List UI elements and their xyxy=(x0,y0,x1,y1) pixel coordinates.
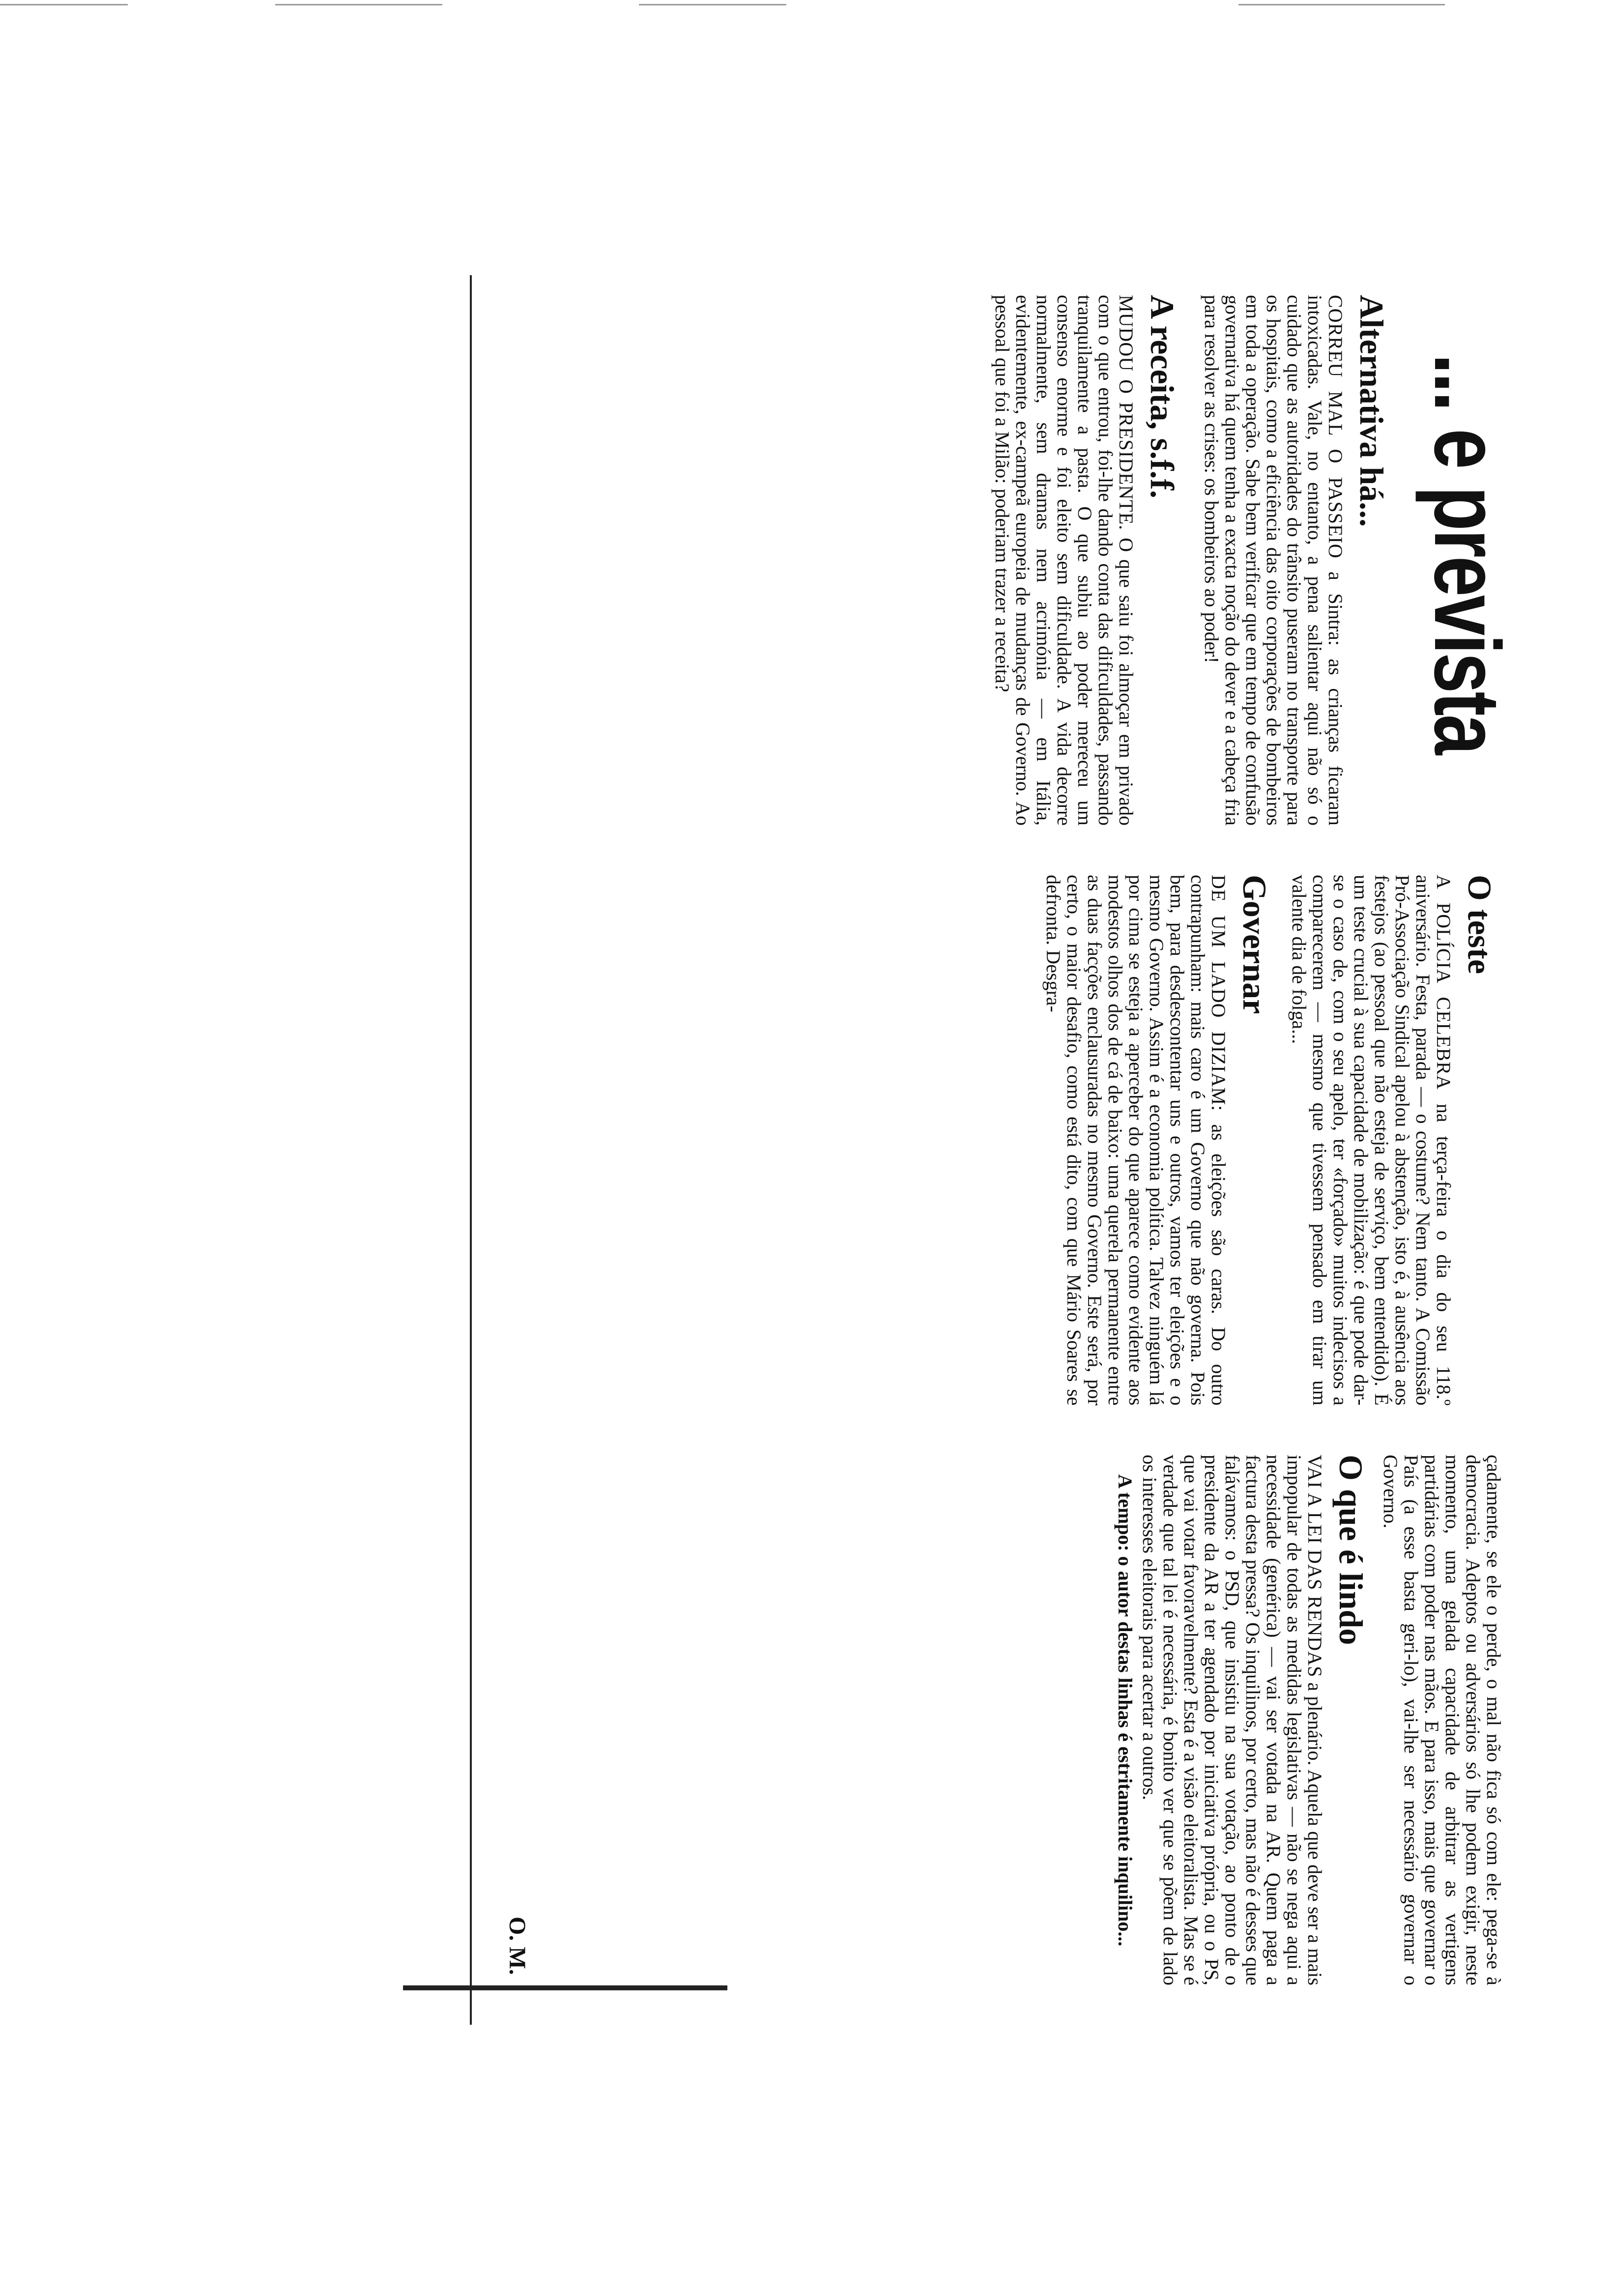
headline: ... e prevista xyxy=(1415,354,1519,754)
section-body xyxy=(1201,295,1346,826)
section-lead: A POLÍCIA CELEBRA xyxy=(1433,875,1455,1090)
section-body xyxy=(992,295,1136,826)
section-body xyxy=(1139,1455,1325,1985)
section-text: a Sintra: as crianças ficaram intoxicadas. Vale, no entanto, a pena salientar aqui não só o cuidado que as autoridades do trânsito puseram no transporte para os hospitais, como a eficiência das oito corporações de bombeiros em toda a operação. Sabe bem verificar que em tempo de confusão governativa há quem tenha a exacta noção do dever e a cabeça fria para resolver as crises: os bombeiros ao poder! xyxy=(1201,295,1347,826)
border-rule xyxy=(470,275,472,2025)
section-text: O que saiu foi almoçar em privado com o que entrou, foi-lhe dando conta das dificuldades, passando tranquilamente a pasta. O que subiu ao poder mereceu um consenso enorme e foi eleito sem dificuldade. A vida decorre normalmente, sem dramas nem acrimónia — em Itália, evidentemente, ex-campeã europeia de mudanças de Governo. Ao pessoal que foi a Milão: poderiam trazer a receita? xyxy=(991,295,1137,826)
section-final: A tempo: o autor destas linhas é estritamente inquilino... xyxy=(1114,1474,1136,1947)
section-text: a plenário. Aquela que deve ser a mais impopular de todas as medidas legislativas — não se nega aqui a necessidade (genérica) — vai ser votada na AR. Quem paga a factura desta pressa? Os inquilinos, por certo, mas não é desses que falávamos: o PSD, que insistiu na sua votação, ao ponto de o presidente da AR a ter agendado por iniciativa própria, ou o PS, que vai votar favoravelmente? Esta é a visão eleitoralista. Mas se é verdade que tal lei é necessária, é bonito ver que se põem de lado os interesses eleitorais para acertar a outros. xyxy=(1139,1455,1326,1986)
section-text: as eleições são caras. Do outro contrapunham: mais caro é um Governo que não governa. Pois bem, para desdescontentar uns e outros, vamos ter eleições e o mesmo Governo. Assim é a economia política. Talvez ninguém lá por cima se esteja a aperceber do que aparece como evidente aos modestos olhos dos de cá de baixo: uma querela permanente entre as duas facções enclausuradas no mesmo Governo. Este será, por certo, o maior desafio, como está dito, com que Mário Soares se defronta. Desgra- xyxy=(1042,875,1230,1406)
section-title: O que é lindo xyxy=(1332,1455,1370,1645)
section-title: Governar xyxy=(1236,875,1273,1014)
section-lead: MUDOU O PRESIDENTE. xyxy=(1115,295,1137,531)
section-title: O teste xyxy=(1461,875,1498,975)
section-title: Alternativa há... xyxy=(1353,295,1390,527)
border-rule xyxy=(403,1985,727,1990)
section-lead: DE UM LADO DIZIAM: xyxy=(1208,875,1230,1112)
section-body xyxy=(1289,875,1454,1406)
scan-artifact-line xyxy=(275,4,442,5)
section-text: na terça-feira o dia do seu 118.º aniversário. Festa, parada — o costume? Nem tanto. A Comissão Pró-Associação Sindical apelou à abstenção, isto é, à ausência aos festejos (ao pessoal que não esteja de serviço, bem entendido). É um teste crucial à sua capacidade de mobilização: é que pode dar-se o caso de, com o seu apelo, ter «forçado» muitos indecisos a comparecerem — mesmo que tivessem pensado em tirar um valente dia de folga... xyxy=(1288,875,1455,1406)
section-continuation: çadamente, se ele o perde, o mal não fica só com ele: pega-se à democracia. Adeptos ou adversários só lhe podem exigir, neste momento, uma gelada capacidade de arbitrar as vertigens partidárias com poder nas mãos. E para isso, mais que governar o País (a esse basta geri-lo), vai-lhe ser necessário governar o Governo. xyxy=(1380,1455,1505,1985)
newspaper-clipping xyxy=(403,295,1519,2015)
section-body xyxy=(1043,875,1229,1406)
column-right xyxy=(1111,1455,1504,1985)
section-lead: VAI A LEI DAS RENDAS xyxy=(1304,1455,1326,1678)
column-left xyxy=(988,295,1396,826)
scan-artifact-line xyxy=(0,4,128,5)
scan-artifact-line xyxy=(1238,4,1445,5)
section-title: A receita, s.f.f. xyxy=(1144,295,1181,499)
section-lead: CORREU MAL O PASSEIO xyxy=(1324,295,1347,559)
scan-artifact-line xyxy=(639,4,786,5)
author-signature: O. M. xyxy=(504,1917,530,1975)
column-middle xyxy=(1039,875,1504,1406)
